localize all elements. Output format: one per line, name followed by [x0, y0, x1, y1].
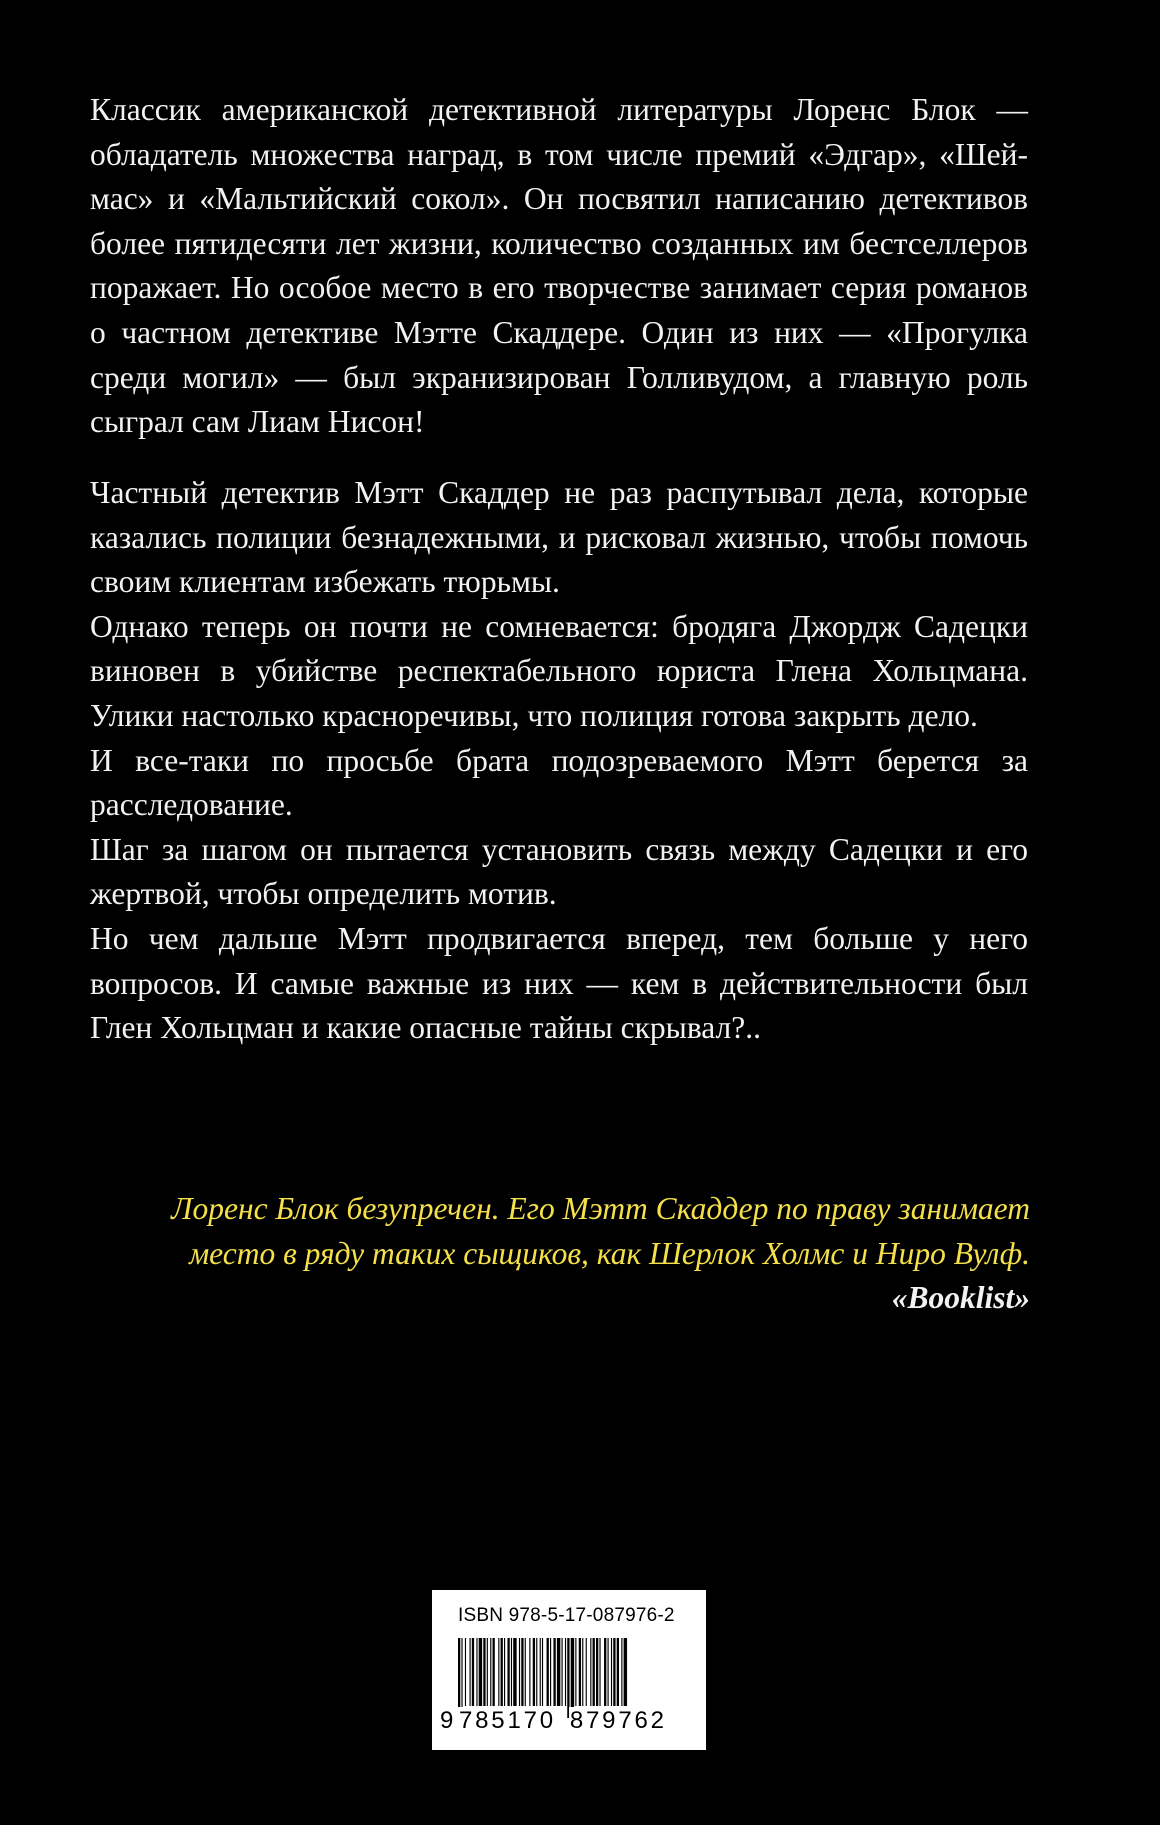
synopsis-paragraph-2: Однако теперь он почти не сомневается: бродяга Джордж Садецки виновен в убийстве респектабельного юриста Глена Хольцмана. Улики настолько красноречивы, что полиция готова закрыть дело. [90, 608, 1028, 733]
about-paragraph: Классик американской детективной литературы Лоренс Блок — обладатель множества наград, в том числе премий «Эдгар», «Шеймас» и «Мальтийский сокол». Он посвятил написанию детективов более пятидесяти лет жизни, количество созданных им бестселлеров поражает. Но особое место в его творчестве занимает серия романов о частном детективе Мэтте Скаддере. Один из них — «Прогулка среди могил» — был экранизирован Голливудом, а главную роль сыграл сам Лиам Нисон! [90, 92, 1028, 440]
barcode-bar [511, 1638, 512, 1706]
quote-line-1: Лоренс Блок безупречен. Его Мэтт Скаддер по праву занимает [171, 1191, 1030, 1226]
quote-source: «Booklist» [891, 1280, 1030, 1315]
barcode-bar [608, 1638, 609, 1706]
barcode-bar [565, 1638, 566, 1706]
barcode-bar [476, 1638, 477, 1706]
barcode-bar [470, 1638, 471, 1706]
barcode-bar [586, 1638, 587, 1706]
barcode-bar [507, 1638, 509, 1706]
barcode-bar [487, 1638, 488, 1706]
synopsis-text [90, 471, 1028, 1051]
barcode-bar [519, 1638, 520, 1706]
barcode-bar [498, 1638, 499, 1706]
barcode-bar [567, 1638, 569, 1718]
barcode-bar [617, 1638, 619, 1706]
barcode-bar [504, 1638, 505, 1706]
barcode-bar [501, 1638, 503, 1706]
review-quote [90, 1187, 1030, 1321]
barcode-bar [624, 1638, 627, 1706]
barcode-bar [547, 1638, 549, 1706]
synopsis-paragraph-4: Шаг за шагом он пытается установить связь между Садецки и его жертвой, чтобы определить мотив. [90, 831, 1028, 912]
barcode-bar [613, 1638, 615, 1706]
barcode-bar [472, 1638, 474, 1706]
synopsis-paragraph-3: И все-таки по просьбе брата подозреваемого Мэтт берется за расследование. [90, 742, 1028, 823]
barcode-bar [579, 1638, 581, 1706]
barcode-bar [542, 1638, 543, 1706]
barcode-bar [575, 1638, 576, 1706]
barcode-bar [479, 1638, 482, 1706]
synopsis-paragraph-5: Но чем дальше Мэтт продвигается вперед, тем больше у него вопросов. И самые важные из них — кем в действительности был Глен Хольцман и какие опасные тайны скрывал?.. [90, 920, 1028, 1046]
barcode-bar [536, 1638, 537, 1706]
barcode-bar [593, 1638, 595, 1706]
barcode-bar [611, 1638, 612, 1706]
barcode-bar [540, 1638, 541, 1706]
barcode-bar [571, 1638, 574, 1718]
barcode-digits-right: 879762 [569, 1707, 667, 1734]
barcode-bar [483, 1638, 485, 1706]
barcode-bar [550, 1638, 551, 1706]
barcode-bar [465, 1638, 466, 1706]
barcode-digits-left: 785170 [459, 1707, 556, 1734]
barcode-bar [521, 1638, 523, 1706]
barcode-bar [621, 1638, 622, 1706]
barcode-bar [493, 1638, 495, 1706]
barcode-bar [525, 1638, 526, 1706]
barcode-bar [529, 1638, 530, 1706]
synopsis-paragraph-1: Частный детектив Мэтт Скаддер не раз распутывал дела, которые казались полиции безнадежными, и рисковал жизнью, чтобы помочь своим клиентам избежать тюрьмы. [90, 475, 1028, 600]
barcode-bar [553, 1638, 555, 1706]
barcode-bar [604, 1638, 606, 1706]
publisher-about-text [90, 88, 1028, 445]
barcode-bar [513, 1638, 516, 1706]
isbn-barcode [432, 1590, 706, 1750]
barcode-bar [596, 1638, 598, 1706]
barcode-digits [440, 1707, 698, 1735]
quote-line-2: место в ряду таких сыщиков, как Шерлок Холмс и Ниро Вулф. [189, 1235, 1030, 1271]
barcode-bar [533, 1638, 535, 1706]
barcode-digit-first: 9 [440, 1707, 457, 1734]
barcode-bar [590, 1638, 591, 1706]
barcode-bar [582, 1638, 583, 1706]
isbn-label: ISBN 978-5-17-087976-2 [458, 1605, 675, 1626]
barcode-bar [599, 1638, 600, 1706]
barcode-bar [557, 1638, 560, 1706]
barcode-bars [458, 1638, 680, 1718]
barcode-bar [490, 1638, 491, 1706]
barcode-bar [461, 1638, 462, 1718]
barcode-bar [458, 1638, 460, 1718]
barcode-bar [562, 1638, 563, 1706]
